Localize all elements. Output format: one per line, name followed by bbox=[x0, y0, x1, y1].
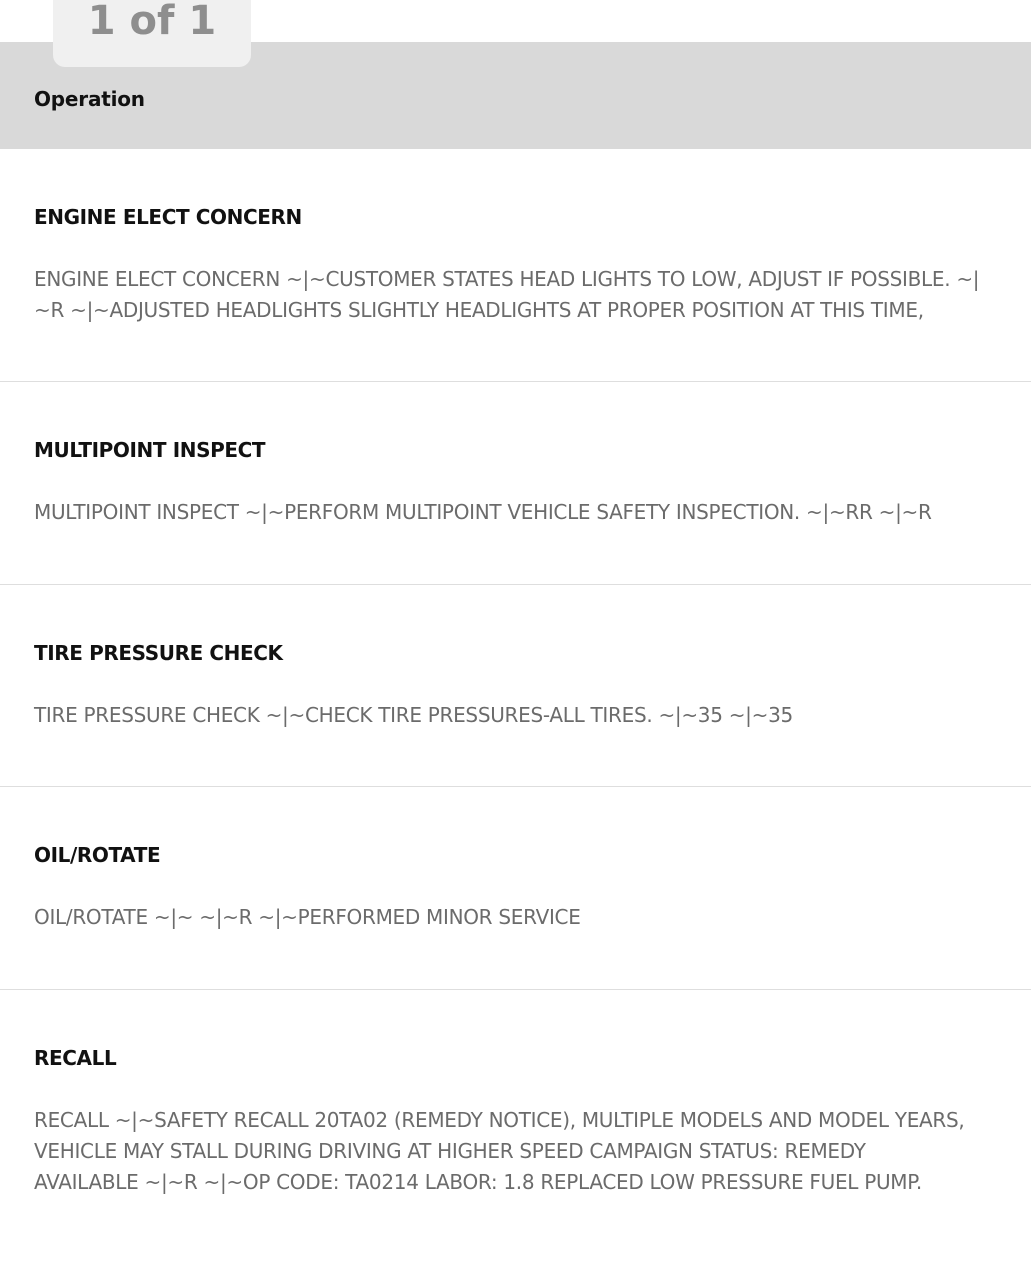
operation-title: ENGINE ELECT CONCERN bbox=[34, 205, 302, 229]
operation-description: RECALL ~|~SAFETY RECALL 20TA02 (REMEDY NOTICE), MULTIPLE MODELS AND MODEL YEARS, VEHICLE MAY STALL DURING DRIVING AT HIGHER SPEED CAMPAIGN STATUS: REMEDY AVAILABLE ~|~R ~|~OP CODE: TA0214 LABOR: 1.8 REPLACED LOW PRESSURE FUEL PUMP. bbox=[34, 1108, 965, 1194]
operation-title: MULTIPOINT INSPECT bbox=[34, 438, 266, 462]
page-indicator: 1 of 1 bbox=[53, 0, 251, 67]
operation-title: TIRE PRESSURE CHECK bbox=[34, 641, 283, 665]
operation-item-oil-rotate[interactable] bbox=[0, 787, 1031, 990]
header-title: Operation bbox=[34, 87, 145, 111]
operations-list bbox=[0, 149, 1031, 1279]
operation-item-recall[interactable] bbox=[0, 990, 1031, 1279]
operation-title: OIL/ROTATE bbox=[34, 843, 161, 867]
operation-title: RECALL bbox=[34, 1046, 117, 1070]
operation-item-multipoint-inspect[interactable] bbox=[0, 382, 1031, 585]
operation-description: MULTIPOINT INSPECT ~|~PERFORM MULTIPOINT VEHICLE SAFETY INSPECTION. ~|~RR ~|~R bbox=[34, 500, 932, 524]
operation-item-engine-elect-concern[interactable] bbox=[0, 149, 1031, 382]
operation-description: OIL/ROTATE ~|~ ~|~R ~|~PERFORMED MINOR SERVICE bbox=[34, 905, 581, 929]
operation-description: TIRE PRESSURE CHECK ~|~CHECK TIRE PRESSURES-ALL TIRES. ~|~35 ~|~35 bbox=[34, 703, 793, 727]
operation-item-tire-pressure-check[interactable] bbox=[0, 585, 1031, 787]
operation-description: ENGINE ELECT CONCERN ~|~CUSTOMER STATES HEAD LIGHTS TO LOW, ADJUST IF POSSIBLE. ~| ~R ~|~ADJUSTED HEADLIGHTS SLIGHTLY HEADLIGHTS AT PROPER POSITION AT THIS TIME, bbox=[34, 267, 980, 322]
